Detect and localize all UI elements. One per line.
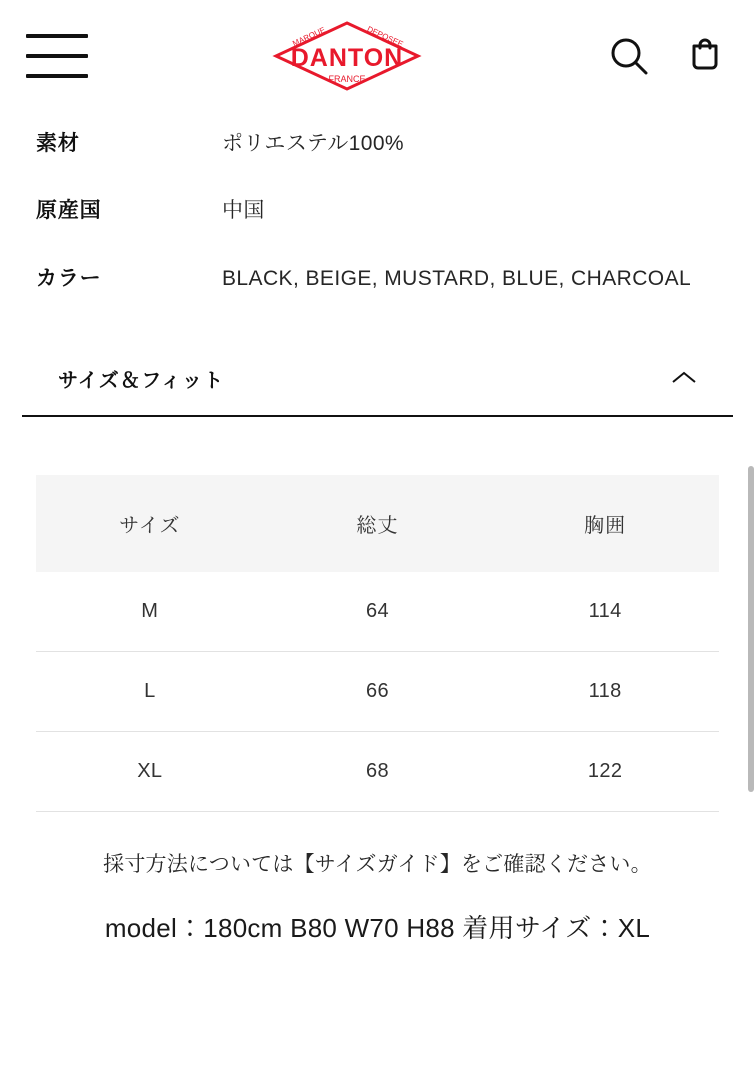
danton-diamond-logo bbox=[272, 13, 422, 99]
page-scrollbar[interactable] bbox=[747, 0, 755, 1080]
cell-length: 64 bbox=[264, 572, 492, 652]
svg-text:FRANCE: FRANCE bbox=[327, 74, 366, 84]
table-row bbox=[36, 731, 719, 811]
size-table-body bbox=[36, 572, 719, 812]
column-header-length: 総丈 bbox=[264, 475, 492, 572]
svg-text:DANTON: DANTON bbox=[290, 44, 403, 72]
hamburger-bar bbox=[26, 34, 88, 38]
measurement-note: 採寸方法については【サイズガイド】をご確認ください。 bbox=[103, 852, 652, 876]
size-table-head bbox=[36, 475, 719, 572]
product-spec-list bbox=[0, 112, 755, 292]
table-header-row bbox=[36, 475, 719, 572]
brand-logo[interactable] bbox=[88, 13, 605, 99]
table-row bbox=[36, 651, 719, 731]
spec-label: 原産国 bbox=[36, 199, 102, 223]
chevron-up-icon[interactable] bbox=[671, 370, 697, 386]
svg-text:DEPOSEE: DEPOSEE bbox=[365, 24, 404, 49]
size-table bbox=[36, 475, 719, 812]
spec-label: 素材 bbox=[36, 132, 80, 155]
shopping-cart-icon[interactable] bbox=[681, 32, 729, 80]
spec-label: カラー bbox=[36, 266, 102, 290]
site-header bbox=[0, 0, 755, 112]
size-and-fit-accordion bbox=[0, 348, 755, 417]
size-table-container bbox=[0, 475, 755, 812]
cell-chest: 118 bbox=[491, 651, 719, 731]
svg-text:MARQUE: MARQUE bbox=[290, 25, 327, 49]
cell-size: M bbox=[36, 572, 264, 652]
spec-value: BLACK, BEIGE, MUSTARD, BLUE, CHARCOAL bbox=[222, 266, 692, 290]
accordion-toggle-size-fit[interactable] bbox=[36, 348, 719, 415]
cell-size: L bbox=[36, 651, 264, 731]
search-icon[interactable] bbox=[605, 32, 653, 80]
accordion-title: サイズ＆フィット bbox=[58, 369, 225, 392]
cell-size: XL bbox=[36, 731, 264, 811]
header-actions bbox=[605, 32, 729, 80]
spec-row bbox=[36, 130, 719, 157]
cell-length: 66 bbox=[264, 651, 492, 731]
spec-value: 中国 bbox=[222, 199, 265, 223]
column-header-size: サイズ bbox=[36, 475, 264, 572]
spec-value: ポリエステル100% bbox=[222, 132, 405, 155]
spec-row bbox=[36, 265, 719, 292]
spec-row bbox=[36, 197, 719, 224]
scrollbar-thumb[interactable] bbox=[748, 466, 754, 792]
accordion-divider bbox=[22, 415, 733, 417]
cell-chest: 122 bbox=[491, 731, 719, 811]
model-info: model：180cm B80 W70 H88 着用サイズ：XL bbox=[104, 912, 651, 943]
table-row bbox=[36, 572, 719, 652]
cell-chest: 114 bbox=[491, 572, 719, 652]
column-header-chest: 胸囲 bbox=[491, 475, 719, 572]
hamburger-menu-icon[interactable] bbox=[26, 34, 88, 78]
cell-length: 68 bbox=[264, 731, 492, 811]
hamburger-bar bbox=[26, 74, 88, 78]
hamburger-bar bbox=[26, 54, 88, 58]
